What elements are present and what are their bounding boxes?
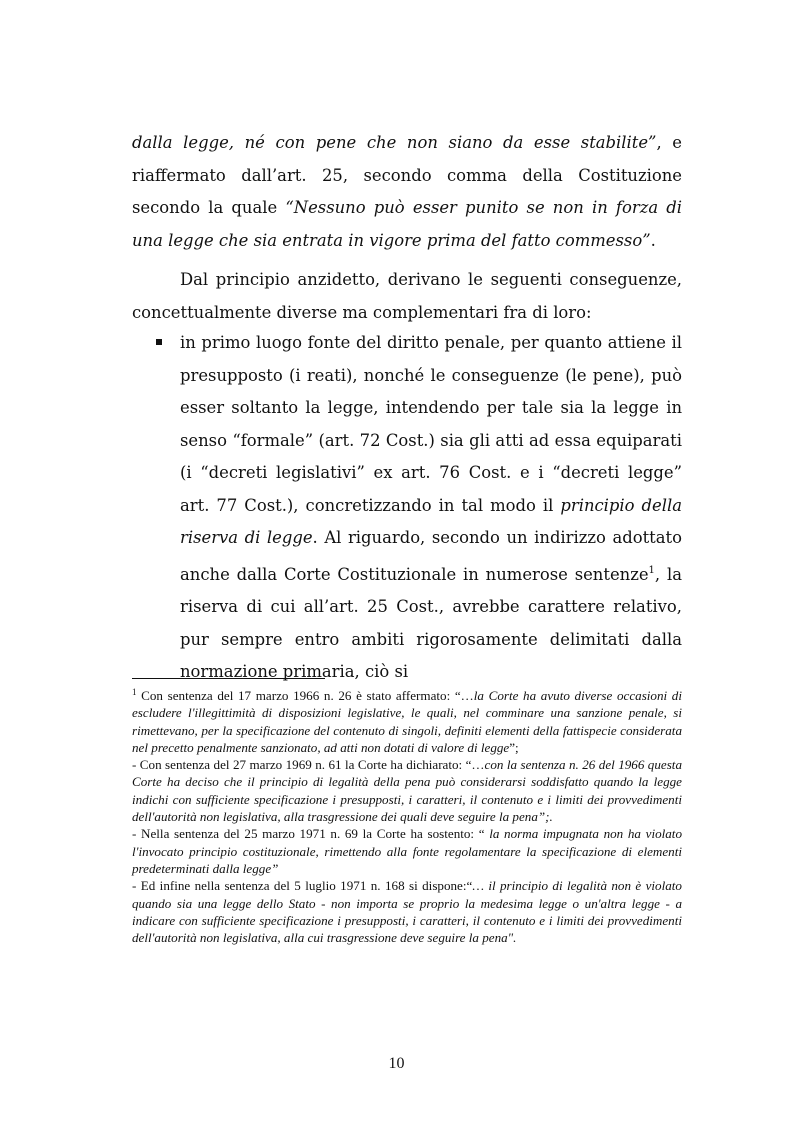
footnote-separator bbox=[132, 678, 325, 679]
text-run: . bbox=[650, 230, 656, 250]
footnote-entry bbox=[132, 825, 682, 877]
text-run: . Al riguardo, secondo un indirizzo adottato anche dalla Corte Costituzionale in numerose sentenze bbox=[180, 528, 682, 584]
quoted-judgment: la norma impugnata non ha violato l'invocato principio costituzionale, rimettendo alla fonte regolamentare la specificazione di elementi predeterminati dalla legge” bbox=[132, 826, 682, 876]
footnote-entry bbox=[132, 756, 682, 825]
footnotes-section bbox=[132, 684, 682, 946]
quoted-judgment: la Corte ha avuto diverse occasioni di escludere l'illegittimità di disposizioni legislative, le quali, nel comminare una sanzione penale, si rimettevano, per la specificazione del contenuto di singoli, definiti elementi della fattispecie considerata nel precetto penalmente sanzionato, ad atti non dotati di valore di legge bbox=[132, 688, 682, 755]
footnote-reference[interactable]: 1 bbox=[648, 564, 655, 576]
list-item bbox=[132, 327, 682, 689]
italic-term: principio della riserva di legge bbox=[180, 495, 682, 547]
quoted-judgment: … il principio di legalità non è violato quando sia una legge dello Stato - non importa se proprio la medesima legge o un'altra legge - a indicare con sufficiente specificazione i presupposti, i caratteri, il contenuto e i limiti dei provvedimenti dell'autorità non legislativa, alla cui trasgressione deve seguire la pena". bbox=[132, 878, 682, 946]
text-run: - Con sentenza del 27 marzo 1969 n. 61 la Corte ha dichiarato: “… bbox=[132, 757, 485, 773]
footnote-1 bbox=[132, 684, 682, 756]
text-run: Dal principio anzidetto, derivano le seguenti conseguenze, concettualmente diverse ma complementari fra di loro: bbox=[132, 270, 682, 322]
text-run: - Ed infine nella sentenza del 5 luglio 1971 n. 168 si dispone:“ bbox=[132, 878, 473, 894]
text-run: , e riaffermato dall’art. 25, secondo comma della Costituzione secondo la quale bbox=[132, 133, 682, 217]
text-run: , la riserva di cui all’art. 25 Cost., avrebbe carattere relativo, pur sempre entro ambiti rigorosamente delimitati dalla normazione primaria, ciò si bbox=[180, 564, 682, 681]
italic-quote-end: dalla legge, né con pene che non siano da esse stabilite” bbox=[132, 133, 657, 152]
footnote-entry bbox=[132, 877, 682, 946]
quoted-judgment: con la sentenza n. 26 del 1966 questa Corte ha deciso che il principio di legalità della pena può considerarsi soddisfatto quando la legge indichi con sufficiente specificazione i presupposti, i caratteri, il contenuto e i limiti dei provvedimenti dell'autorità non legislativa, alla trasgressione dei quali deve seguire la pena”;. bbox=[132, 757, 682, 825]
square-bullet-icon bbox=[156, 339, 162, 345]
consequences-list bbox=[132, 327, 682, 689]
text-run: in primo luogo fonte del diritto penale, per quanto attiene il presupposto (i reati), nonché le conseguenze (le pene), può esser soltanto la legge, intendendo per tale sia la legge in senso “formale” (art. 72 Cost.) sia gli atti ad essa equiparati (i “decreti legislativi” ex art. 76 Cost. e i “decreti legge” art. 77 Cost.), concretizzando in tal modo il bbox=[180, 333, 682, 515]
text-run: - Nella sentenza del 25 marzo 1971 n. 69 la Corte ha sostento: “ bbox=[132, 826, 490, 842]
paragraph-consequences-intro bbox=[132, 264, 682, 329]
footnote-number: 1 bbox=[132, 687, 137, 697]
text-run: ”; bbox=[509, 739, 519, 755]
text-run: Con sentenza del 17 marzo 1966 n. 26 è stato affermato: “… bbox=[136, 688, 474, 703]
paragraph-continuation bbox=[132, 127, 682, 257]
page-number: 10 bbox=[388, 1055, 405, 1072]
constitution-quote: “Nessuno può esser punito se non in forza di una legge che sia entrata in vigore prima del fatto commesso” bbox=[132, 198, 683, 250]
